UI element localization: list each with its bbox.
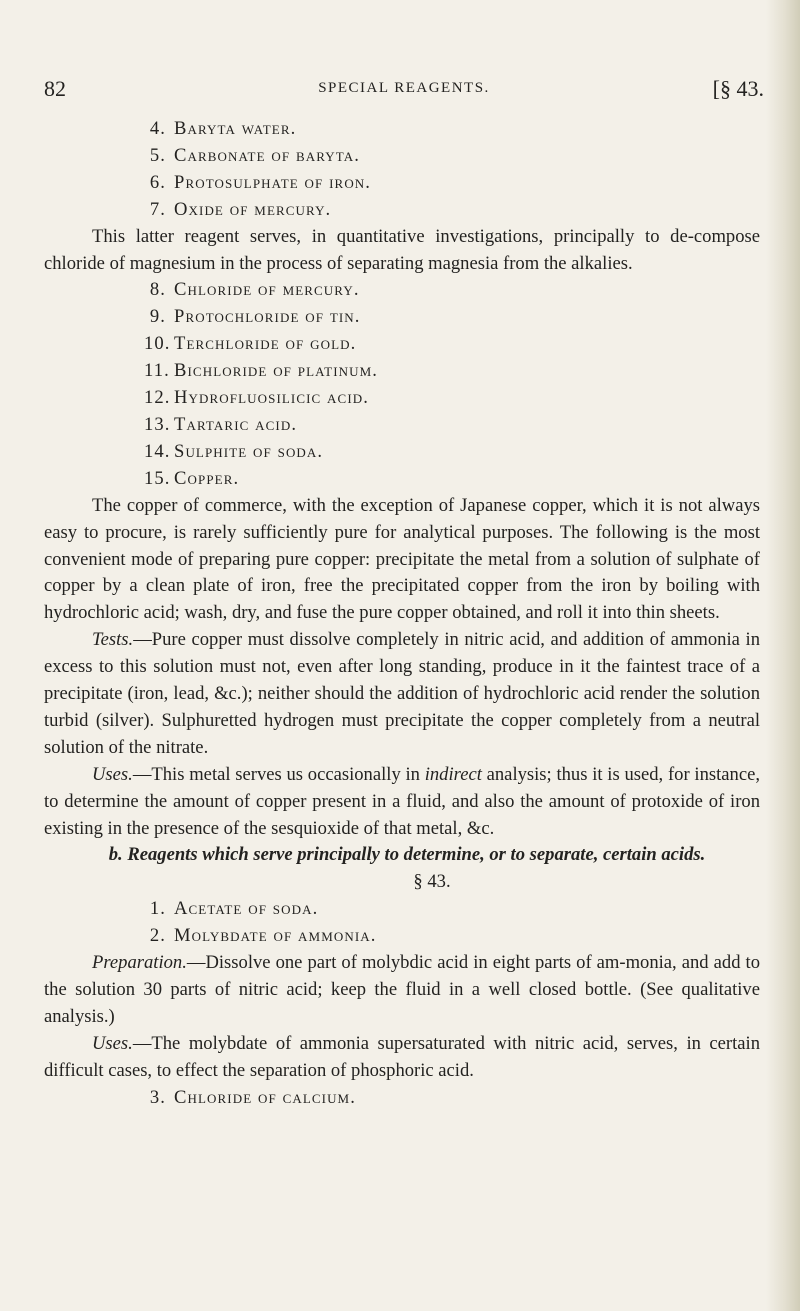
page-edge-shadow: [766, 0, 800, 1311]
item-number: 3.: [149, 1086, 166, 1108]
item-label: Protochloride of tin.: [174, 306, 361, 328]
reagent-item: [44, 304, 760, 331]
reagent-item: [44, 116, 760, 143]
item-number: 2.: [149, 925, 166, 947]
item-number: 6.: [149, 171, 166, 193]
item-label: Oxide of mercury.: [174, 198, 332, 220]
item-number: 10.: [144, 333, 171, 355]
item-label: Terchloride of gold.: [174, 333, 357, 355]
paragraph-preparation: [44, 950, 760, 1031]
item-number: 12.: [144, 387, 171, 409]
item-number: 5.: [149, 144, 166, 166]
section-number: § 43.: [413, 871, 451, 893]
reagent-item: [44, 923, 760, 950]
item-label: Protosulphate of iron.: [174, 171, 372, 193]
item-number: 8.: [149, 279, 166, 301]
item-label: Bichloride of platinum.: [174, 360, 379, 382]
page-body: [44, 116, 760, 1112]
uses-text: —The molybdate of ammonia supersaturated with nitric acid, serves, in certain difficult cases, to effect the separation of phosphoric acid.: [44, 1032, 760, 1081]
item-number: 13.: [144, 413, 171, 435]
paragraph-uses-molybdate: [44, 1031, 760, 1085]
reagent-item: [44, 439, 760, 466]
reagent-item: [44, 197, 760, 224]
item-label: Hydrofluosilicic acid.: [174, 387, 369, 409]
reagent-item: [44, 170, 760, 197]
item-number: 1.: [149, 898, 166, 920]
uses-text-before: —This metal serves us occasionally in: [132, 763, 425, 785]
reagent-item: [44, 412, 760, 439]
uses-lead: Uses.: [92, 763, 133, 785]
section-heading: b. Reagents which serve principally to determine, or to separate, certain acids.: [108, 844, 706, 866]
paragraph-oxide-of-mercury: This latter reagent serves, in quantitative investigations, principally to de-compose chloride of magnesium in the process of separating magnesia from the alkalies.: [44, 225, 760, 274]
paragraph-tests: [44, 627, 760, 762]
reagent-item: [44, 143, 760, 170]
item-number: 11.: [144, 360, 170, 382]
uses-italic-word: indirect: [424, 763, 482, 785]
item-label: Copper.: [174, 467, 240, 489]
running-head: SPECIAL REAGENTS.: [318, 80, 490, 96]
item-number: 9.: [149, 306, 166, 328]
item-label: Tartaric acid.: [174, 413, 298, 435]
uses-lead: Uses.: [92, 1032, 133, 1054]
uses-text-after: analysis; thus it is used, for instance, to determine the amount of copper present in a fluid, and also the amount of protoxide of iron existing in the presence of the sesquioxide of that metal, &c.: [44, 763, 760, 839]
item-label: Baryta water.: [174, 118, 297, 139]
page-header: [44, 76, 764, 106]
preparation-lead: Preparation.: [92, 952, 187, 974]
tests-text: —Pure copper must dissolve completely in nitric acid, and addition of ammonia in excess to this solution must not, even after long standing, produce in it the faintest trace of a precipitate (iron, lead, &c.); neither should the addition of hydrochloric acid render the solution turbid (silver). Sulphuretted hydrogen must precipitate the copper completely from a neutral solution of the nitrate.: [44, 629, 760, 758]
page-number: 82: [44, 76, 66, 101]
item-label: Chloride of mercury.: [174, 279, 360, 301]
reagent-item: [44, 896, 760, 923]
item-number: 7.: [149, 198, 166, 220]
reagent-item: [44, 277, 760, 304]
reagent-item: [44, 331, 760, 358]
item-label: Carbonate of baryta.: [174, 144, 360, 166]
section-reference: [§ 43.: [712, 76, 764, 101]
reagent-item: [44, 385, 760, 412]
reagent-item: [44, 466, 760, 493]
item-number: 14.: [144, 440, 171, 462]
item-label: Molybdate of ammonia.: [174, 925, 377, 947]
paragraph-uses-copper: [44, 762, 760, 843]
item-label: Chloride of calcium.: [174, 1086, 356, 1108]
item-label: Sulphite of soda.: [174, 440, 324, 462]
tests-lead: Tests.: [92, 629, 134, 651]
item-label: Acetate of soda.: [174, 898, 319, 920]
preparation-text: —Dissolve one part of molybdic acid in eight parts of am-monia, and add to the solution 30 parts of nitric acid; keep the fluid in a well closed bottle. (See qualitative analysis.): [44, 952, 760, 1027]
reagent-item: [44, 358, 760, 385]
item-number: 4.: [149, 118, 166, 139]
paragraph-copper: The copper of commerce, with the exception of Japanese copper, which it is not always easy to procure, is rarely sufficiently pure for analytical purposes. The following is the most convenient mode of preparing pure copper: precipitate the metal from a solution of sulphate of copper by a clean plate of iron, free the precipitated copper from the iron by boiling with hydrochloric acid; wash, dry, and fuse the pure copper obtained, and roll it into thin sheets.: [44, 494, 760, 624]
item-number: 15.: [144, 467, 171, 489]
reagent-item: [44, 1085, 760, 1112]
